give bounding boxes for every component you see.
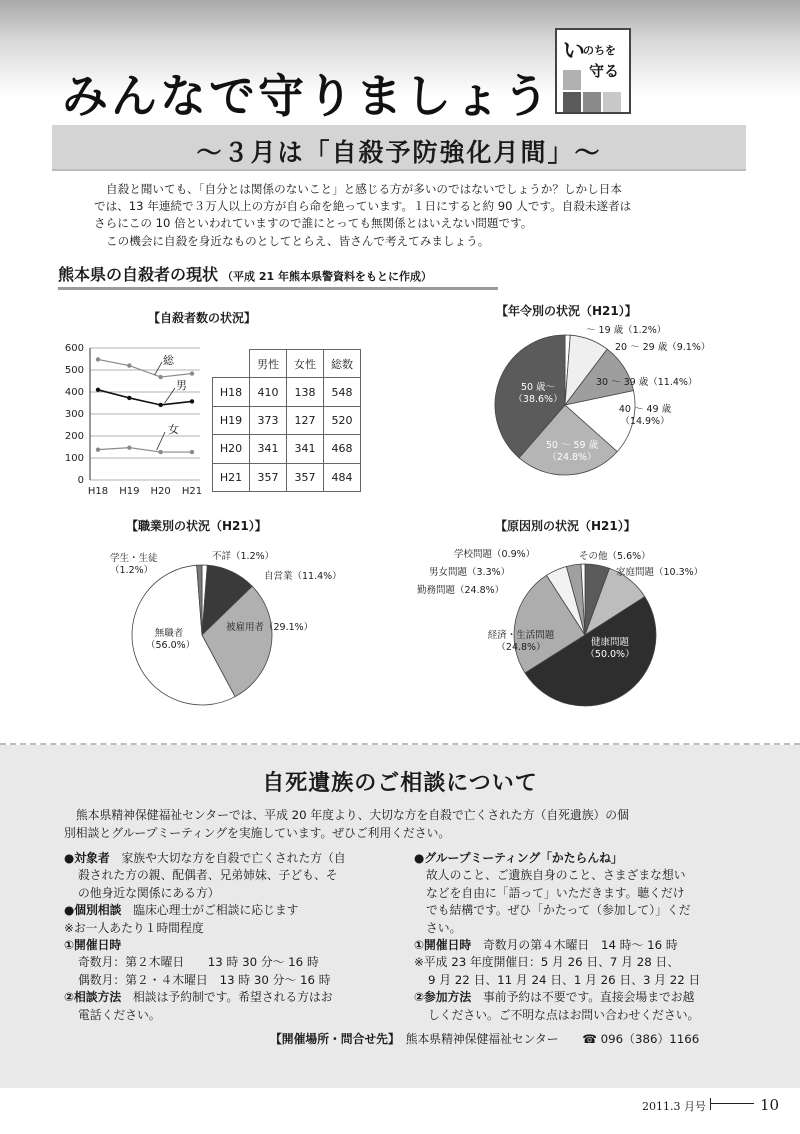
table-cell: 520 <box>324 406 361 434</box>
method-text: 電話ください。 <box>78 1007 161 1022</box>
consult-title: 自死遺族のご相談について <box>262 771 538 796</box>
target-text: 家族や大切な方を自殺で亡くされた方（自 <box>121 851 346 865</box>
consult-left-column <box>64 850 346 1024</box>
x-tick-label: H21 <box>181 486 203 497</box>
y-tick-label: 500 <box>64 365 84 376</box>
subtitle-band <box>52 125 746 171</box>
group-text: 故人のこと、ご遺族自身のこと、さまざまな想い <box>426 868 686 883</box>
cause-slice-label: 勤務問題（24.8%） <box>417 585 505 596</box>
y-tick-label: 0 <box>77 475 84 486</box>
intro-line: この機会に自殺を身近なものとしてとらえ、皆さんで考えてみましょう。 <box>106 233 490 248</box>
group-text: などを自由に「語って」いただきます。聴くだけ <box>426 885 685 900</box>
target-text: 殺された方の親、配偶者、兄弟姉妹、子ども、そ <box>78 868 338 883</box>
consult-right-column <box>414 850 700 1024</box>
table-cell: 138 <box>287 378 324 406</box>
series-label-male: 男 <box>176 379 187 392</box>
individual-text: 臨床心理士がご相談に応じます <box>133 903 299 918</box>
y-tick-label: 200 <box>64 431 84 442</box>
table-cell: H18 <box>213 378 250 406</box>
data-point <box>190 399 194 403</box>
table-cell: 357 <box>250 463 287 491</box>
group-heading: ●グループミーティング「かたらんね」 <box>414 851 623 865</box>
data-point <box>127 396 131 400</box>
stats-table <box>212 349 361 492</box>
occupation-slice-label: 自営業（11.4%） <box>264 571 342 582</box>
individual-heading: ●個別相談 <box>64 903 122 918</box>
data-point <box>190 371 194 375</box>
table-cell: 127 <box>287 406 324 434</box>
group-schedule-heading: ①開催日時 <box>414 938 472 953</box>
join-heading: ②参加方法 <box>414 990 472 1005</box>
subtitle: ～３月は「自殺予防強化月間」～ <box>196 138 602 167</box>
table-cell: H19 <box>213 406 250 434</box>
intro-text <box>94 181 734 250</box>
line-chart-title: 【自殺者数の状況】 <box>148 311 257 325</box>
intro-line: 自殺と聞いても、「自分とは関係のないこと」と感じる方が多いのではないでしょうか？しかし日本 <box>106 182 622 196</box>
table-cell: 410 <box>250 378 287 406</box>
table-cell: 548 <box>324 378 361 406</box>
cause-slice-label: 男女問題（3.3%） <box>429 567 511 578</box>
badge-square <box>583 92 601 112</box>
page-number: 10 <box>760 1096 780 1114</box>
age-chart-title: 【年令別の状況（H21）】 <box>496 304 637 318</box>
table-row <box>213 435 361 463</box>
y-tick-label: 300 <box>64 409 84 420</box>
table-corner <box>213 350 250 378</box>
badge-square <box>563 92 581 112</box>
leader-line <box>157 432 165 450</box>
data-point <box>96 388 100 392</box>
group-text: でも結構です。ぜひ「かたって（参加して）」くだ <box>426 903 691 918</box>
badge-square <box>563 70 581 90</box>
footer-rule <box>710 1103 754 1104</box>
schedule-heading: ①開催日時 <box>64 938 122 953</box>
join-text: 事前予約は不要です。直接会場までお越 <box>483 990 695 1005</box>
schedule-line: 偶数月：第２・４木曜日 13 時 30 分～ 16 時 <box>78 972 331 987</box>
schedule-line: 奇数月：第２木曜日 13 時 30 分～ 16 時 <box>78 955 319 970</box>
group-dates: ※平成 23 年度開催日：5 月 26 日、7 月 28 日、 <box>414 955 680 970</box>
table-cell: 357 <box>287 463 324 491</box>
target-heading: ●対象者 <box>64 851 110 865</box>
age-slice-label: 20 ～ 29 歳（9.1%） <box>615 342 711 353</box>
cause-slice-label: 学校問題（0.9%） <box>454 549 536 560</box>
line-chart <box>60 340 203 500</box>
individual-note: ※お一人あたり１時間程度 <box>64 920 204 935</box>
data-point <box>127 363 131 367</box>
badge-square <box>603 92 621 112</box>
badge-large-char: い <box>563 39 586 64</box>
x-tick-label: H19 <box>119 486 140 497</box>
section-heading <box>58 262 498 290</box>
table-cell: 341 <box>287 435 324 463</box>
occupation-slice-label: 学生・生徒（1.2%） <box>110 553 158 576</box>
contact-org: 熊本県精神保健福祉センター <box>405 1032 559 1046</box>
table-cell: 484 <box>324 463 361 491</box>
occupation-slice-label: 無職者（56.0%） <box>146 628 196 651</box>
contact-line <box>270 1030 699 1047</box>
group-dates: 9 月 22 日、11 月 24 日、1 月 26 日、3 月 22 日 <box>428 972 701 987</box>
occupation-chart-title: 【職業別の状況（H21）】 <box>126 519 267 533</box>
data-point <box>96 447 100 451</box>
data-point <box>96 357 100 361</box>
table-cell: 341 <box>250 435 287 463</box>
table-cell: 373 <box>250 406 287 434</box>
intro-line: では、13 年連続で３万人以上の方が自ら命を絶っています。１日にすると約 90 人です。自殺未遂者は <box>94 199 632 214</box>
x-tick-label: H18 <box>87 486 109 497</box>
join-text: しください。ご不明な点はお問い合わせください。 <box>428 1007 700 1022</box>
badge-logo <box>555 28 631 114</box>
intro-line: さらにこの 10 倍といわれていますので誰にとっても無関係とはいえない問題です。 <box>94 216 533 231</box>
series-line <box>98 448 192 452</box>
consult-intro-line: 熊本県精神保健福祉センターでは、平成 20 年度より、大切な方を自殺で亡くされた方（自死遺族）の個 <box>76 808 629 822</box>
page-title: みんなで守りましょう <box>62 69 552 123</box>
data-point <box>158 375 162 379</box>
cause-slice-label: 経済・生活問題（24.8%） <box>487 630 555 653</box>
table-cell: H21 <box>213 463 250 491</box>
data-point <box>158 403 162 407</box>
table-row <box>213 406 361 434</box>
section-source: （平成 21 年熊本県警資料をもとに作成） <box>222 270 432 283</box>
y-tick-label: 400 <box>64 387 84 398</box>
contact-heading: 【開催場所・問合せ先】 <box>270 1032 394 1046</box>
consult-intro-line: 別相談とグループミーティングを実施しています。ぜひご利用ください。 <box>64 826 451 840</box>
cause-slice-label: 家庭問題（10.3%） <box>616 567 704 578</box>
contact-phone: ☎ 096（386）1166 <box>582 1032 700 1046</box>
age-slice-label: 50 歳～（38.6%） <box>513 382 563 405</box>
consult-intro <box>64 806 629 842</box>
data-point <box>190 450 194 454</box>
occupation-slice-label: 被雇用者（29.1%） <box>226 622 314 633</box>
data-point <box>127 445 131 449</box>
age-slice-label: 30 ～ 39 歳（11.4%） <box>596 377 698 388</box>
badge-second-line: 守る <box>589 62 620 80</box>
section-title: 熊本県の自殺者の現状 <box>58 265 219 284</box>
leader-line <box>165 388 175 403</box>
table-cell: 468 <box>324 435 361 463</box>
cause-slice-label: 健康問題（50.0%） <box>585 637 635 660</box>
table-col-header: 男性 <box>250 350 287 378</box>
method-heading: ②相談方法 <box>64 990 122 1005</box>
badge-small-text: のちを <box>583 44 616 57</box>
target-text: の他身近な関係にある方） <box>78 885 220 900</box>
cause-slice-label: その他（5.6%） <box>579 551 651 562</box>
group-text: さい。 <box>426 920 462 935</box>
age-slice-label: ～ 19 歳（1.2%） <box>586 325 667 336</box>
age-slice-label: 40 ～ 49 歳（14.9%） <box>618 404 672 427</box>
series-label-female: 女 <box>168 423 179 436</box>
table-header-row <box>213 350 361 378</box>
table-cell: H20 <box>213 435 250 463</box>
table-row <box>213 378 361 406</box>
table-col-header: 女性 <box>287 350 324 378</box>
page-footer <box>642 1095 779 1114</box>
age-slice-label: 50 ～ 59 歳（24.8%） <box>545 440 599 463</box>
x-tick-label: H20 <box>150 486 171 497</box>
group-schedule-text: 奇数月の第４木曜日 14 時～ 16 時 <box>483 938 678 953</box>
series-label-total: 総 <box>163 354 174 367</box>
series-line <box>98 359 192 377</box>
y-tick-label: 600 <box>64 343 84 354</box>
data-point <box>158 450 162 454</box>
method-text: 相談は予約制です。希望される方はお <box>133 990 333 1005</box>
occupation-slice-label: 不詳（1.2%） <box>212 551 275 562</box>
y-tick-label: 100 <box>64 453 84 464</box>
table-col-header: 総数 <box>324 350 361 378</box>
issue-label: 2011.3 月号 <box>642 1100 706 1113</box>
leader-line <box>155 362 162 375</box>
table-row <box>213 463 361 491</box>
cause-chart-title: 【原因別の状況（H21）】 <box>495 519 636 533</box>
